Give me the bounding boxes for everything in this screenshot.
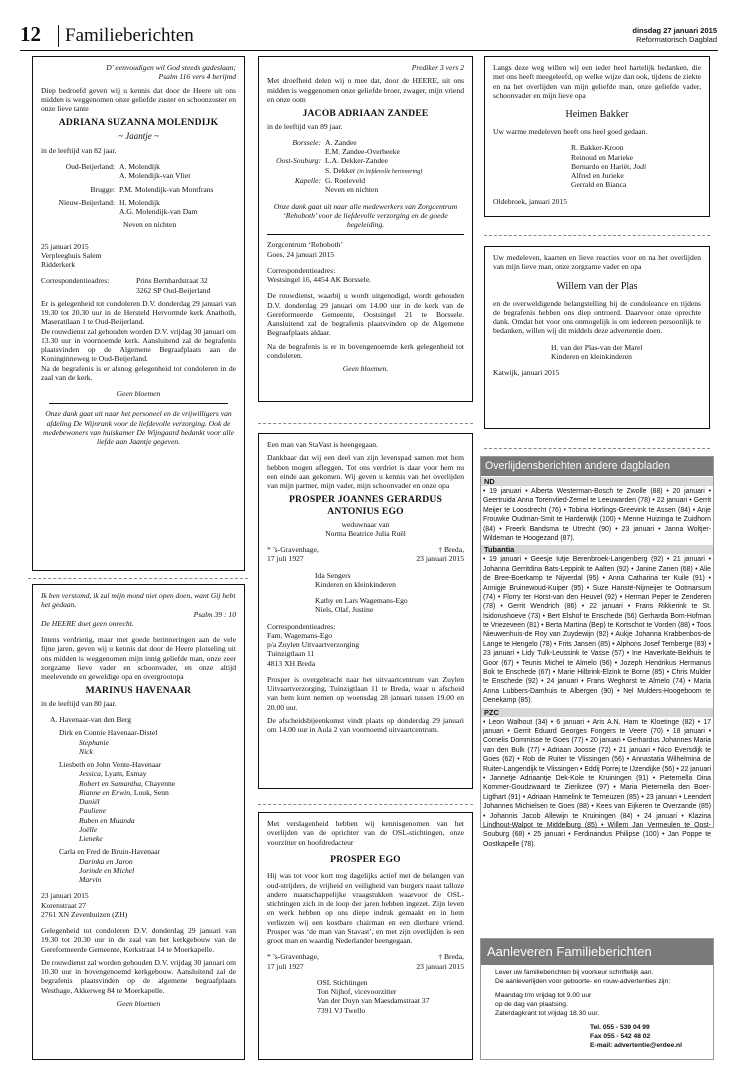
family-group: Brugge: P.M. Molendijk-van Montfrans — [90, 184, 214, 194]
death-notice-molendijk — [32, 56, 245, 571]
verse-line: D’ eenvoudigen wil God steeds gadeslaan; — [106, 63, 236, 72]
notice-text: Hij was tot voor kort nog dagelijks actief met de belangen van oud-strijders, de vrijheid en veiligheid van burgers naast talloze andere maatschappelijke vraagstukken waarvoor de OSL-stichtingen zich in de loop der jaren hebben ingezet. Zijn leven en werk hebben op ons diepe indruk gemaakt en in hem verliezen wij een kostbare chairman en een dierbare vriend. Prosper was ‘de man van Stavast’, en met zijn overlijden is een groot man en waardig Nederlander heengegaan. — [267, 871, 464, 946]
ad-separator — [258, 423, 473, 424]
obituary-list-nd: • 19 januari • Alberta Westerman-Bosch te Zwolle (88) • 20 januari • Geertruida Anna Torenvlied-Zemel te Leeuwarden (78) • 22 januari • Gerrit Meijer te Loosdrecht (76) • Tobina Horlings-Greevink te Assen (84) • Anje Frouwke Oudman-Smit te Harderwijk (100) • Menne Huizinga te Zuidhorn (84) • Freerk Bandsma te Utrecht (90) • 23 januari • Janna Woltjer-Wildeman te Hoogezand (87). — [483, 487, 711, 542]
verse-line-2: De HEERE doet geen onrecht. — [41, 618, 134, 628]
death-notice-ego-family — [258, 433, 473, 789]
thanks-note: Onze dank gaat uit naar alle medewerkers van Zorgcentrum ‘Rehoboth’ voor de liefdevolle verzorging en de goede begeleiding. — [273, 201, 458, 230]
widower-label: weduwnaar van — [341, 519, 390, 529]
phone-number: Tel. 055 - 539 04 99 — [590, 1024, 650, 1032]
submission-body: Lever uw familieberichten bij voorkeur schriftelijk aan. De aanleverlijden voor geboorte- en rouw-advertenties zijn: Maandag t/m vrijdag tot 9.00 uur op de dag van plaatsing. Zaterdagkrant tot vrijdag 18.30 uur. Tel. 055 - 539 04 99 Fax 055 - 542 48 02 E-mail: advertentie@erdee.nl — [481, 965, 713, 1055]
no-flowers: Geen bloemen. — [342, 364, 389, 374]
section-title: Familieberichten — [65, 25, 194, 46]
verse-reference: Psalm 39 : 10 — [193, 609, 236, 619]
email-address[interactable]: E-mail: advertentie@erdee.nl — [590, 1041, 683, 1049]
deceased-name: PROSPER EGO — [330, 853, 401, 865]
notice-intro: Met droefheid delen wij u mee dat, door de HEERE, uit ons midden is weggenomen onze geliefde broer, zwager, mijn vriend en onze oom — [267, 76, 464, 104]
submission-title: Aanleveren Familieberichten — [481, 939, 713, 965]
verse-line: Ik ben verstomd, ik zal mijn mond niet open doen, want Gij hebt het gedaan. — [41, 591, 236, 610]
ceremony-info: De afscheidsbijeenkomst vindt plaats op donderdag 29 januari om 14.00 uur in Aula 2 van voornoemd uitvaartcentrum. — [267, 715, 464, 735]
death-place: Zorgcentrum ‘Rehoboth’ — [267, 240, 343, 250]
condolence-info: Na de begrafenis is er in bovengenoemde kerk gelegenheid tot condoleren. — [267, 341, 464, 360]
correspondence-address: Westsingel 16, 4454 AK Borssele. — [267, 275, 372, 285]
visitation-info: Prosper is overgebracht naar het uitvaartcentrum van Zuylen Uitvaartverzorging, Tuinzigtlaan 11 te Breda, waar u afscheid van hem kunt nemen op woensdag 28 januari tussen 19.00 en 20.00 uur. — [267, 674, 464, 712]
place-date: Oldebroek, januari 2015 — [493, 196, 568, 206]
submission-info-box — [480, 938, 714, 1060]
deceased-name: MARINUS HAVENAAR — [85, 685, 192, 697]
region-label-tubantia: Tubantia — [481, 545, 713, 554]
family-nephews: Neven en nichten — [123, 220, 177, 230]
issue-date: dinsdag 27 januari 2015 — [632, 26, 717, 35]
condolence-info: Gelegenheid tot condoleren D.V. donderdag 29 januari van 19.30 tot 20.30 uur in de zaal van het kerkgebouw van de Gereformeerde Gemeente, Kerkstraat 14 te Moerkapelle. — [41, 926, 236, 954]
notice-text: Dankbaar dat wij een deel van zijn levenspad samen met hem hebben mogen afleggen. Tot ons verdriet is daar voor hem nu een einde aan gekomen. Wij geven u kennis van het overlijden van mijn partner, mijn vader, mijn schoonvader en onze opa — [267, 453, 464, 490]
notice-intro: Intens verdrietig, maar met goede herinneringen aan de vele fijne jaren, geven wij u kennis dat door de Heere plotseling uit ons midden is weggenomen mijn innig geliefde man, onze zeer zorgzame lieve vader en schoonvader, en onze altijd meelevende en geweldige opa en overgrootopa — [41, 635, 236, 681]
home-city: 2761 XN Zevenhuizen (ZH) — [41, 909, 128, 919]
header-divider — [58, 25, 59, 47]
death-date: Goes, 24 januari 2015 — [267, 249, 335, 259]
signatories: H. van der Plas-van der Marel Kinderen en kleinkinderen — [551, 342, 643, 361]
paper-name: Reformatorisch Dagblad — [636, 34, 717, 44]
family-group: Oud-Beijerland: A. Molendijk A. Molendijk-van Vliet — [65, 162, 191, 181]
death-city: Ridderkerk — [41, 260, 76, 270]
page-number: 12 — [20, 22, 41, 46]
header-dateline — [632, 27, 717, 44]
notice-intro: Met verslagenheid hebben wij kennisgenomen van het overlijden van de oprichter van de OSL-stichtingen, onze voorzitter en hoofdredacteur — [267, 819, 464, 847]
thanks-note: Onze dank gaat uit naar het personeel en de vrijwilligers van afdeling De Wijnrank voor de liefdevolle verzorging. Ook de medebewoners van huiskamer De Wijngaard bedankt voor alle liefde aan Jaantje gegeven. — [42, 409, 234, 447]
signatories: OSL Stichtingen Ton Nijhof, vicevoorzitter Van der Duyn van Maesdamstraat 37 7391 VJ Twello — [317, 977, 430, 1015]
header-rule — [20, 50, 718, 51]
ad-separator — [28, 578, 248, 579]
deceased-name: JACOB ADRIAAN ZANDEE — [302, 108, 429, 119]
family-list: A. Havenaar-van den Berg Dirk en Connie Havenaar-Distel Stephanie Nick Liesbeth en John Vente-Havenaar Jessica, Lyam, Esmay Robert en Samantha, Chayenne Rianne en Erwin, Luuk, Senn Daniël Pauliene Ruben en Muanda Joëlle Lieneke Carla en Fred de Bruin-Havenaar Darinka en Jaron Jorinde en Michel Marvin — [50, 715, 176, 885]
region-label-pzc: PZC — [481, 708, 713, 717]
death-date: 23 januari 2015 — [41, 891, 89, 901]
notice-intro: Langs deze weg willen wij een ieder heel hartelijk bedanken, die met ons heeft meegeleefd, op welke wijze dan ook, tijdens de ziekte en na het overlijden van mijn geliefde man, onze geliefde vader, schoonvader en mijn lieve opa — [493, 63, 701, 100]
birth-death-dates: * ’s-Gravenhage, 17 juli 1927 † Breda, 23 januari 2015 — [267, 952, 464, 971]
deceased-age: in de leeftijd van 80 jaar. — [41, 698, 117, 708]
thanks-notice-vanderplas — [484, 246, 710, 429]
verse-reference: Prediker 3 vers 2 — [411, 63, 464, 72]
funeral-info: De rouwdienst zal worden gehouden D.V. vrijdag 30 januari om 10.30 uur in bovengenoemd kerkgebouw. Aansluitend zal de begrafenis plaatsvinden op de algemene begraafplaats Westhage, Akkerweg 84 te Moerkapelle. — [41, 957, 236, 995]
verse-reference: Psalm 116 vers 4 berijmd — [158, 72, 236, 82]
death-notice-ego-osl — [258, 812, 473, 1060]
deceased-nickname: ~ Jaantje ~ — [118, 130, 159, 141]
signatories: R. Bakker-Kroon Reinoud en Marieke Bernardo en Hariët, Jodi Alfred en Jurieke Gerrald en Bianca — [571, 143, 647, 190]
funeral-info: De rouwdienst zal gehouden worden D.V. vrijdag 30 januari om 13.30 uur in voornoemde kerk. Aansluitend zal de begrafenis plaatsvinden op de Algemene Begraafplaats aan de Koninginneweg te Oud-Beijerland. — [41, 326, 236, 364]
family-list: Ida Sengers Kinderen en kleinkinderen Kathy en Lars Wagemans-Ego Niels, Olaf, Justine — [315, 570, 408, 615]
deceased-age: in de leeftijd van 89 jaar. — [267, 121, 343, 131]
deceased-age: in de leeftijd van 82 jaar. — [41, 145, 117, 155]
spouse-name: Norma Beatrice Julia Ruël — [325, 528, 406, 538]
deceased-name-2: ANTONIUS EGO — [327, 505, 404, 517]
deceased-name: Willem van der Plas — [556, 280, 638, 292]
no-flowers: Geen bloemen — [116, 389, 161, 399]
condolence-info: Er is gelegenheid tot condoleren D.V. donderdag 29 januari van 19.30 tot 20.30 uur in de Hersteld Hervormde kerk Anathoth, Maseratilaan 1 te Oud-Beijerland. — [41, 298, 236, 327]
birth-death-dates: * ’s-Gravenhage, 17 juli 1927 † Breda, 23 januari 2015 — [267, 545, 464, 564]
ad-separator — [484, 448, 710, 449]
deceased-name: PROSPER JOANNES GERARDUS — [289, 494, 442, 506]
thanks-notice-bakker — [484, 56, 710, 217]
notice-intro: Diep bedroefd geven wij u kennis dat door de Heere uit ons midden is weggenomen onze geliefde zuster en schoonzuster en onze lieve tante — [41, 85, 236, 113]
funeral-info: De rouwdienst, waarbij u wordt uitgenodigd, wordt gehouden D.V. donderdag 29 januari om 14.00 uur in de kerk van de Gereformeerde Gemeente, Oostsingel 21 te Borssele. Aansluitend zal de begrafenis plaatsvinden op de Algemene Begraafplaats aldaar. — [267, 291, 464, 338]
death-notice-zandee — [258, 56, 473, 402]
family-group: Nieuw-Beijerland: H. Molendijk A.G. Molendijk-van Dam — [58, 197, 198, 217]
obituary-list-tubantia: • 19 januari • Geesje Iutje Berenbroek-Langenberg (92) • 21 januari • Johanna Gerritdina Bats-Leppink te Aalten (92) • Janine Zanen (68) • Alie de Bree-Boerkamp te Nijverdal (95) • Anna Catharina ter Kuile (91) • Annigje Bruinewoud-Kuiper (95) • Suze Hanstë-Nijmeijer te Ootmarsum (74) • Florry ter Horst-van den Heuvel (92) • Herman Peper te Zenderen (78) • Gerrit Wendrich (86) • 22 januari • Frans Rikkerink te St. Isidorushoeve (73) • Bert Elshof te Enschede (56) Gerharda Bom-Hofman te Vriezeveen (81) • Berta Martina (Bep) te Kortschot te Vorden (88) • Toos Nieuwenhuis-de Roy van Zuydewijn (92) • Aukje Johanna Krabbenbos-de Lange te Hengelo (78) • Frits Jansen (85) • Alphons Josef Temberge (83) • 23 januari • Lidy Tulk-Leussink te Vasse (57) • Ine Haverkate-Bekhuis te Goor (67) • Teunis Michel te Almelo (96) • Jozeph Hendrikus Hermanus Bok te Enschede (67) • Marie Hilbrink-Elzink te Borne (85) • Chris Mulder te Enschede (92) • 24 januari • Frans Weghorst te Almelo (74) • Maria Anna Lubbers-Damhuis te Albergen (90) • Nel Mulders-Hoogeboom te Denekamp (85). — [483, 556, 711, 705]
family-group: Borssele: A. Zandee E.M. Zandee-Overbeeke — [292, 137, 400, 157]
correspondence-label: Correspondentieadres: — [267, 265, 336, 275]
correspondence-address: Correspondentieadres: Fam. Wagemans-Ego p/a Zuylen Uitvaartverzorging Tuinzigtlaan 11 4813 XH Breda — [267, 621, 360, 668]
notice-intro: Uw medeleven, kaarten en lieve reacties voor en na het overlijden van mijn lieve man, onze zorgzame vader en opa — [493, 253, 701, 272]
obituaries-other-papers — [480, 456, 714, 848]
deceased-name: ADRIANA SUZANNA MOLENDIJK — [58, 117, 219, 129]
place-date: Katwijk, januari 2015 — [493, 368, 560, 378]
no-flowers: Geen bloemen — [116, 998, 161, 1008]
thanks-sub: Uw warme medeleven heeft ons heel goed gedaan. — [493, 127, 648, 137]
obituary-list-pzc: • Leon Walhout (34) • 6 januari • Aris A.N. Ham te Kloetinge (82) • 17 januari • Gerrit Eduard Georges Fongers te Veere (70) • 18 januari • Cornelis Dommisse te Goes (77) • 20 januari • Gerhardus Johannes Maria van den Bulk (77) • Adriaan Joosse (72) • 21 januari • Nico Eversdijk te Goes (62) • Rob de Ruiter te Vlissingen (56) • Annastatia Wilhelmina de Ruiter-Langendijk te Vlissingen • Eddij Porrej te IJzendijke (56) • 22 januari • Jannetje Adriaantje Dek-Kole te Kruiningen (91) • Pieternella Dina Kommer-Goudzwaard te Zierikzee (97) • Maria Pieternella den Boer-Ligthart (91) • Adriaan Hamelink te Terneuzen (85) • 23 januari • Leendert Johannes Michielsen te Goes (88) • Kees van Eijkeren te Overzande (85) • Johannis Jacob Allewijn te Kruiningen (84) • 24 januari • Klazina Lindhout-Walpot te Middelburg (85) • Willem Jan Vermeulen te Oost-Souburg (68) • 25 januari • Ferdinandus Philipse (100) • Jan Poppe te Oostkapelle (78). — [483, 718, 711, 848]
death-place: Verpleeghuis Salem — [41, 250, 102, 260]
obituaries-title: Overlijdensberichten andere dagbladen — [481, 457, 713, 476]
home-street: Korenstraat 27 — [41, 900, 86, 910]
correspondence-address: Correspondentieadres: Prins Bernhardstraat 32 3262 SP Oud-Beijerland — [41, 276, 211, 295]
family-group: Oost-Souburg: L.A. Dekker-Zandee S. Dekker (in liefdevolle herinnering) — [276, 156, 423, 175]
ad-separator — [258, 804, 473, 805]
family-group: Kapelle: G. Roeleveld Neven en nichten — [294, 176, 379, 195]
fax-number: Fax 055 - 542 48 02 — [590, 1033, 651, 1041]
region-label-nd: ND — [481, 477, 713, 486]
after-funeral-info: Na de begrafenis is er alsnog gelegenheid tot condoleren in de zaal van de kerk. — [41, 363, 236, 382]
deceased-name: Heimen Bakker — [565, 109, 629, 120]
ad-separator — [484, 235, 710, 236]
death-date: 25 januari 2015 — [41, 241, 89, 251]
thanks-text: en de overweldigende belangstelling bij de condoleance en tijdens de begrafenis hebben ons diep ontroerd. Daarvoor onze oprechte dank. Omdat het voor ons onmogelijk is om iedereen persoonlijk te bedanken, willen wij dit middels deze advertentie doen. — [493, 298, 701, 336]
death-notice-havenaar — [32, 584, 245, 1060]
notice-intro: Een man van StaVast is heengegaan. — [267, 440, 378, 449]
